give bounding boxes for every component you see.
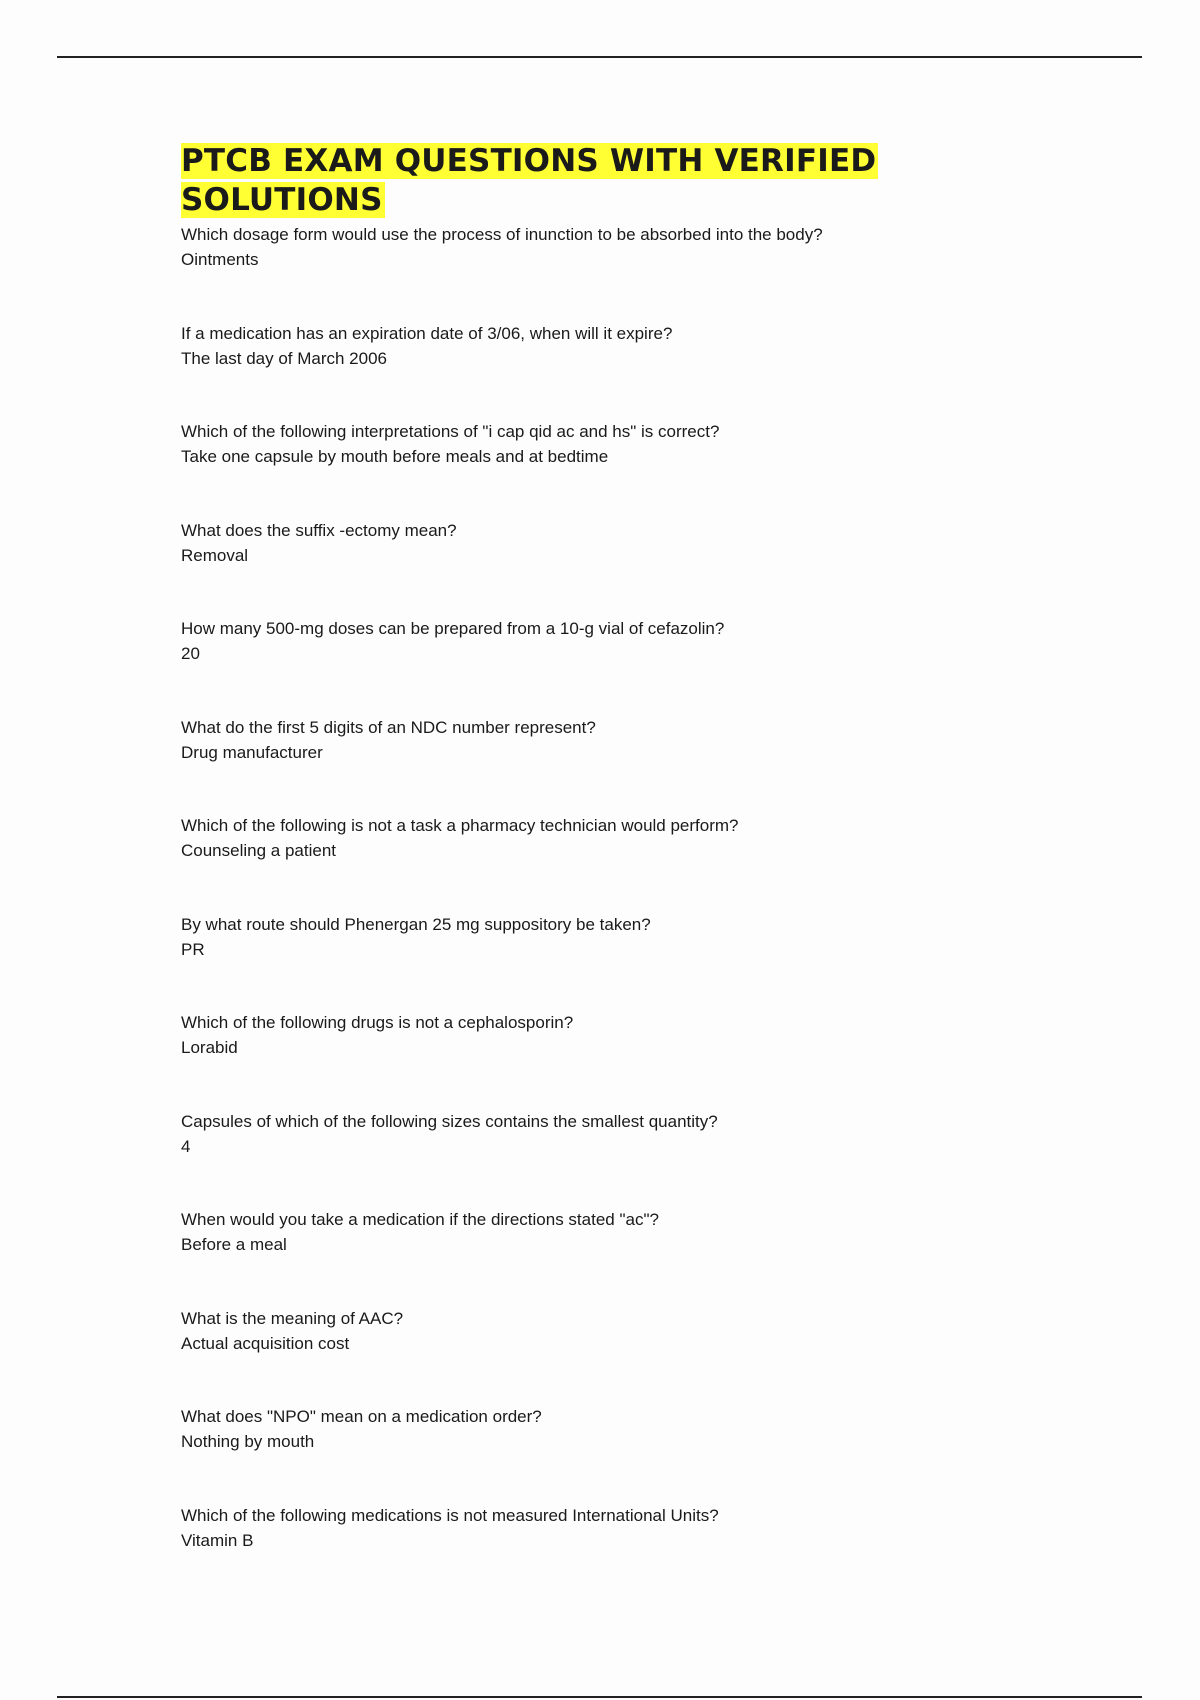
header-rule (57, 56, 1142, 58)
title-line-2: SOLUTIONS (181, 182, 383, 218)
qa-item (181, 813, 823, 912)
question-text: By what route should Phenergan 25 mg suppository be taken? (181, 914, 651, 934)
qa-item (181, 1503, 823, 1602)
answer-text: Lorabid (181, 1038, 238, 1057)
qa-item (181, 419, 823, 518)
question-text: Which of the following is not a task a pharmacy technician would perform? (181, 816, 739, 835)
document-body (181, 142, 1061, 1550)
question-text: How many 500-mg doses can be prepared from a 10-g vial of cefazolin? (181, 619, 725, 638)
qa-item (181, 518, 823, 617)
qa-item (181, 222, 823, 321)
qa-item (181, 912, 823, 1011)
qa-item (181, 1306, 823, 1405)
answer-text: Actual acquisition cost (181, 1333, 350, 1353)
qa-item (181, 1109, 823, 1208)
qa-list (181, 222, 823, 1601)
answer-text: Drug manufacturer (181, 742, 323, 762)
qa-item (181, 1404, 823, 1503)
question-text: What is the meaning of AAC? (181, 1308, 404, 1328)
question-text: If a medication has an expiration date of 3/06, when will it expire? (181, 323, 673, 343)
answer-text: Take one capsule by mouth before meals and at bedtime (181, 447, 609, 466)
question-text: Which of the following interpretations of "i cap qid ac and hs" is correct? (181, 422, 720, 441)
answer-text: Nothing by mouth (181, 1432, 315, 1451)
answer-text: Removal (181, 545, 249, 565)
answer-text: Before a meal (181, 1235, 287, 1254)
qa-item (181, 1010, 823, 1109)
document-title (181, 142, 1061, 220)
question-text: What do the first 5 digits of an NDC number represent? (181, 717, 596, 737)
question-text: Which of the following drugs is not a cephalosporin? (181, 1013, 574, 1032)
answer-text: 4 (181, 1136, 191, 1156)
qa-item (181, 616, 823, 715)
answer-text: Vitamin B (181, 1530, 254, 1550)
footer-rule (57, 1696, 1142, 1698)
title-line-1: PTCB EXAM QUESTIONS WITH VERIFIED (181, 143, 877, 179)
answer-text: 20 (181, 644, 200, 663)
question-text: What does the suffix -ectomy mean? (181, 520, 457, 540)
qa-item (181, 715, 823, 814)
qa-item (181, 1207, 823, 1306)
qa-item (181, 321, 823, 420)
answer-text: Ointments (181, 250, 259, 269)
answer-text: Counseling a patient (181, 841, 337, 860)
answer-text: PR (181, 939, 205, 959)
question-text: Which of the following medications is not measured International Units? (181, 1505, 719, 1525)
question-text: What does "NPO" mean on a medication order? (181, 1407, 542, 1426)
question-text: Which dosage form would use the process of inunction to be absorbed into the body? (181, 225, 823, 244)
question-text: When would you take a medication if the directions stated "ac"? (181, 1210, 659, 1229)
answer-text: The last day of March 2006 (181, 348, 388, 368)
question-text: Capsules of which of the following sizes contains the smallest quantity? (181, 1111, 718, 1131)
